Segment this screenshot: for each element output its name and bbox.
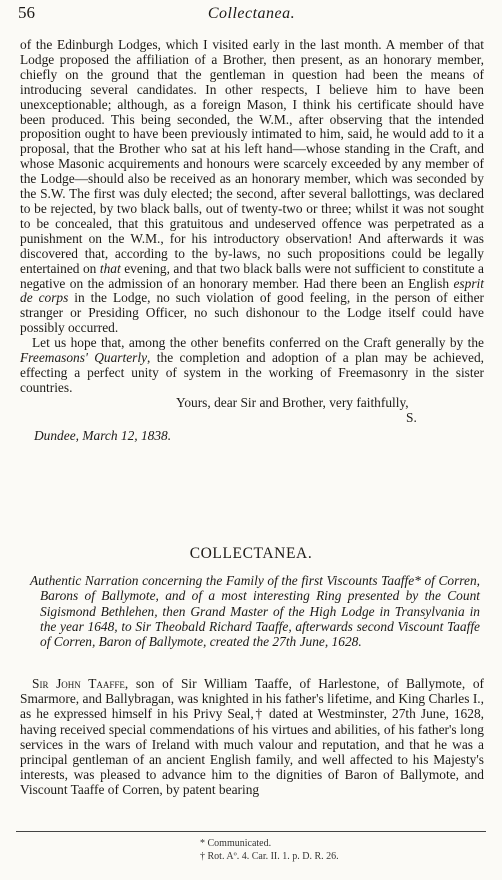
letter-body bbox=[20, 38, 484, 443]
letter-dateline: Dundee, March 12, 1838. bbox=[34, 427, 172, 443]
running-head: Collectanea. bbox=[207, 5, 296, 22]
section-title: COLLECTANEA. bbox=[189, 545, 313, 562]
page-number: 56 bbox=[18, 3, 35, 22]
emphasis-that: that bbox=[99, 260, 121, 276]
footnote-1: * Communicated. bbox=[200, 838, 272, 849]
footnote-rule bbox=[16, 831, 486, 832]
emphasis-esprit-de-corps: esprit de corps bbox=[20, 275, 484, 306]
letter-closing: Yours, dear Sir and Brother, very faithfully, bbox=[176, 394, 409, 410]
narration-paragraph: Sir John Taaffe, son of Sir William Taaffe, of Harlestone, of Ballymote, of Smarmore, and Ballybragan, was knighted in his father's lifetime, and King Charles I., as he expressed himself in his Privy Seal,† dated at Westminster, 27th June, 1628, having received special commendations of his virtues and abilities, of his father's long services in the wars of Ireland with much valour and reputation, and that he was a principal gentleman of an ancient English family, and well affected to his Majesty's interests, was pleased to advance him to the dignities of Baron of Ballymote, and Viscount Taaffe of Corren, by patent bearing bbox=[20, 676, 484, 798]
narration-body bbox=[20, 676, 484, 798]
letter-paragraph-1: of the Edinburgh Lodges, which I visited early in the last month. A member of that Lodge proposed the affiliation of a Brother, then present, as an honorary member, chiefly on the ground that the gentleman in question had been the means of introducing several candidates. In other respects, I believe him to have been unexceptionable; although, as a foreign Mason, I think his certificate should have been produced. This being seconded, the W.M., after observing that the intended proposition ought to have been previously intimated to him, said, he would add to it a proposal, that the Brother who sat at his left hand—whose standing in the Craft, and whose Masonic acquirements and honours were scarcely exceeded by any member of the Lodge—should also be received as an honorary member, which was seconded by the S.W. The first was duly elected; the second, after several ballottings, was declared to be rejected, by two black balls, out of twenty-two or three; whilst it was not sought to be concealed, that this gratuitous and undeserved offence was perpetrated as a punishment on the W.M., for his introductory observation! And afterwards it was discovered that, according to the by-laws, no such propositions could be legally entertained on that evening, and that two black balls were not sufficient to constitute a negative on the admission of an honorary member. Had there been an English esprit de corps in the Lodge, no such violation of good feeling, in the person of either stranger or Presiding Officer, no such dishonour to the Lodge itself could have possibly occurred. bbox=[20, 37, 484, 336]
lead-name: Sir John Taaffe bbox=[32, 676, 125, 691]
footnote-2: † Rot. Aº. 4. Car. II. 1. p. D. R. 26. bbox=[200, 850, 339, 862]
footnotes bbox=[0, 838, 502, 863]
letter-paragraph-2: Let us hope that, among the other benefits conferred on the Craft generally by the Freemasons' Quarterly, the completion and adoption of a plan may be achieved, effecting a perfect unity of system in the working of Freemasonry in the sister countries. bbox=[20, 335, 484, 395]
letter-signature: S. bbox=[406, 409, 417, 425]
section-subtitle: Authentic Narration concerning the Family of the first Viscounts Taaffe* of Corren, Barons of Ballymote, and of a most interesting Ring presented by the Count Sigismond Bethlehen, then Grand Master of the High Lodge in Transylvania in the year 1648, to Sir Theobald Richard Taaffe, afterwards second Viscount Taaffe of Corren, Baron of Ballymote, created the 27th June, 1628. bbox=[30, 573, 480, 650]
emphasis-freemasons-quarterly: Freemasons' Quarterly bbox=[20, 350, 148, 366]
page-header bbox=[18, 3, 488, 29]
